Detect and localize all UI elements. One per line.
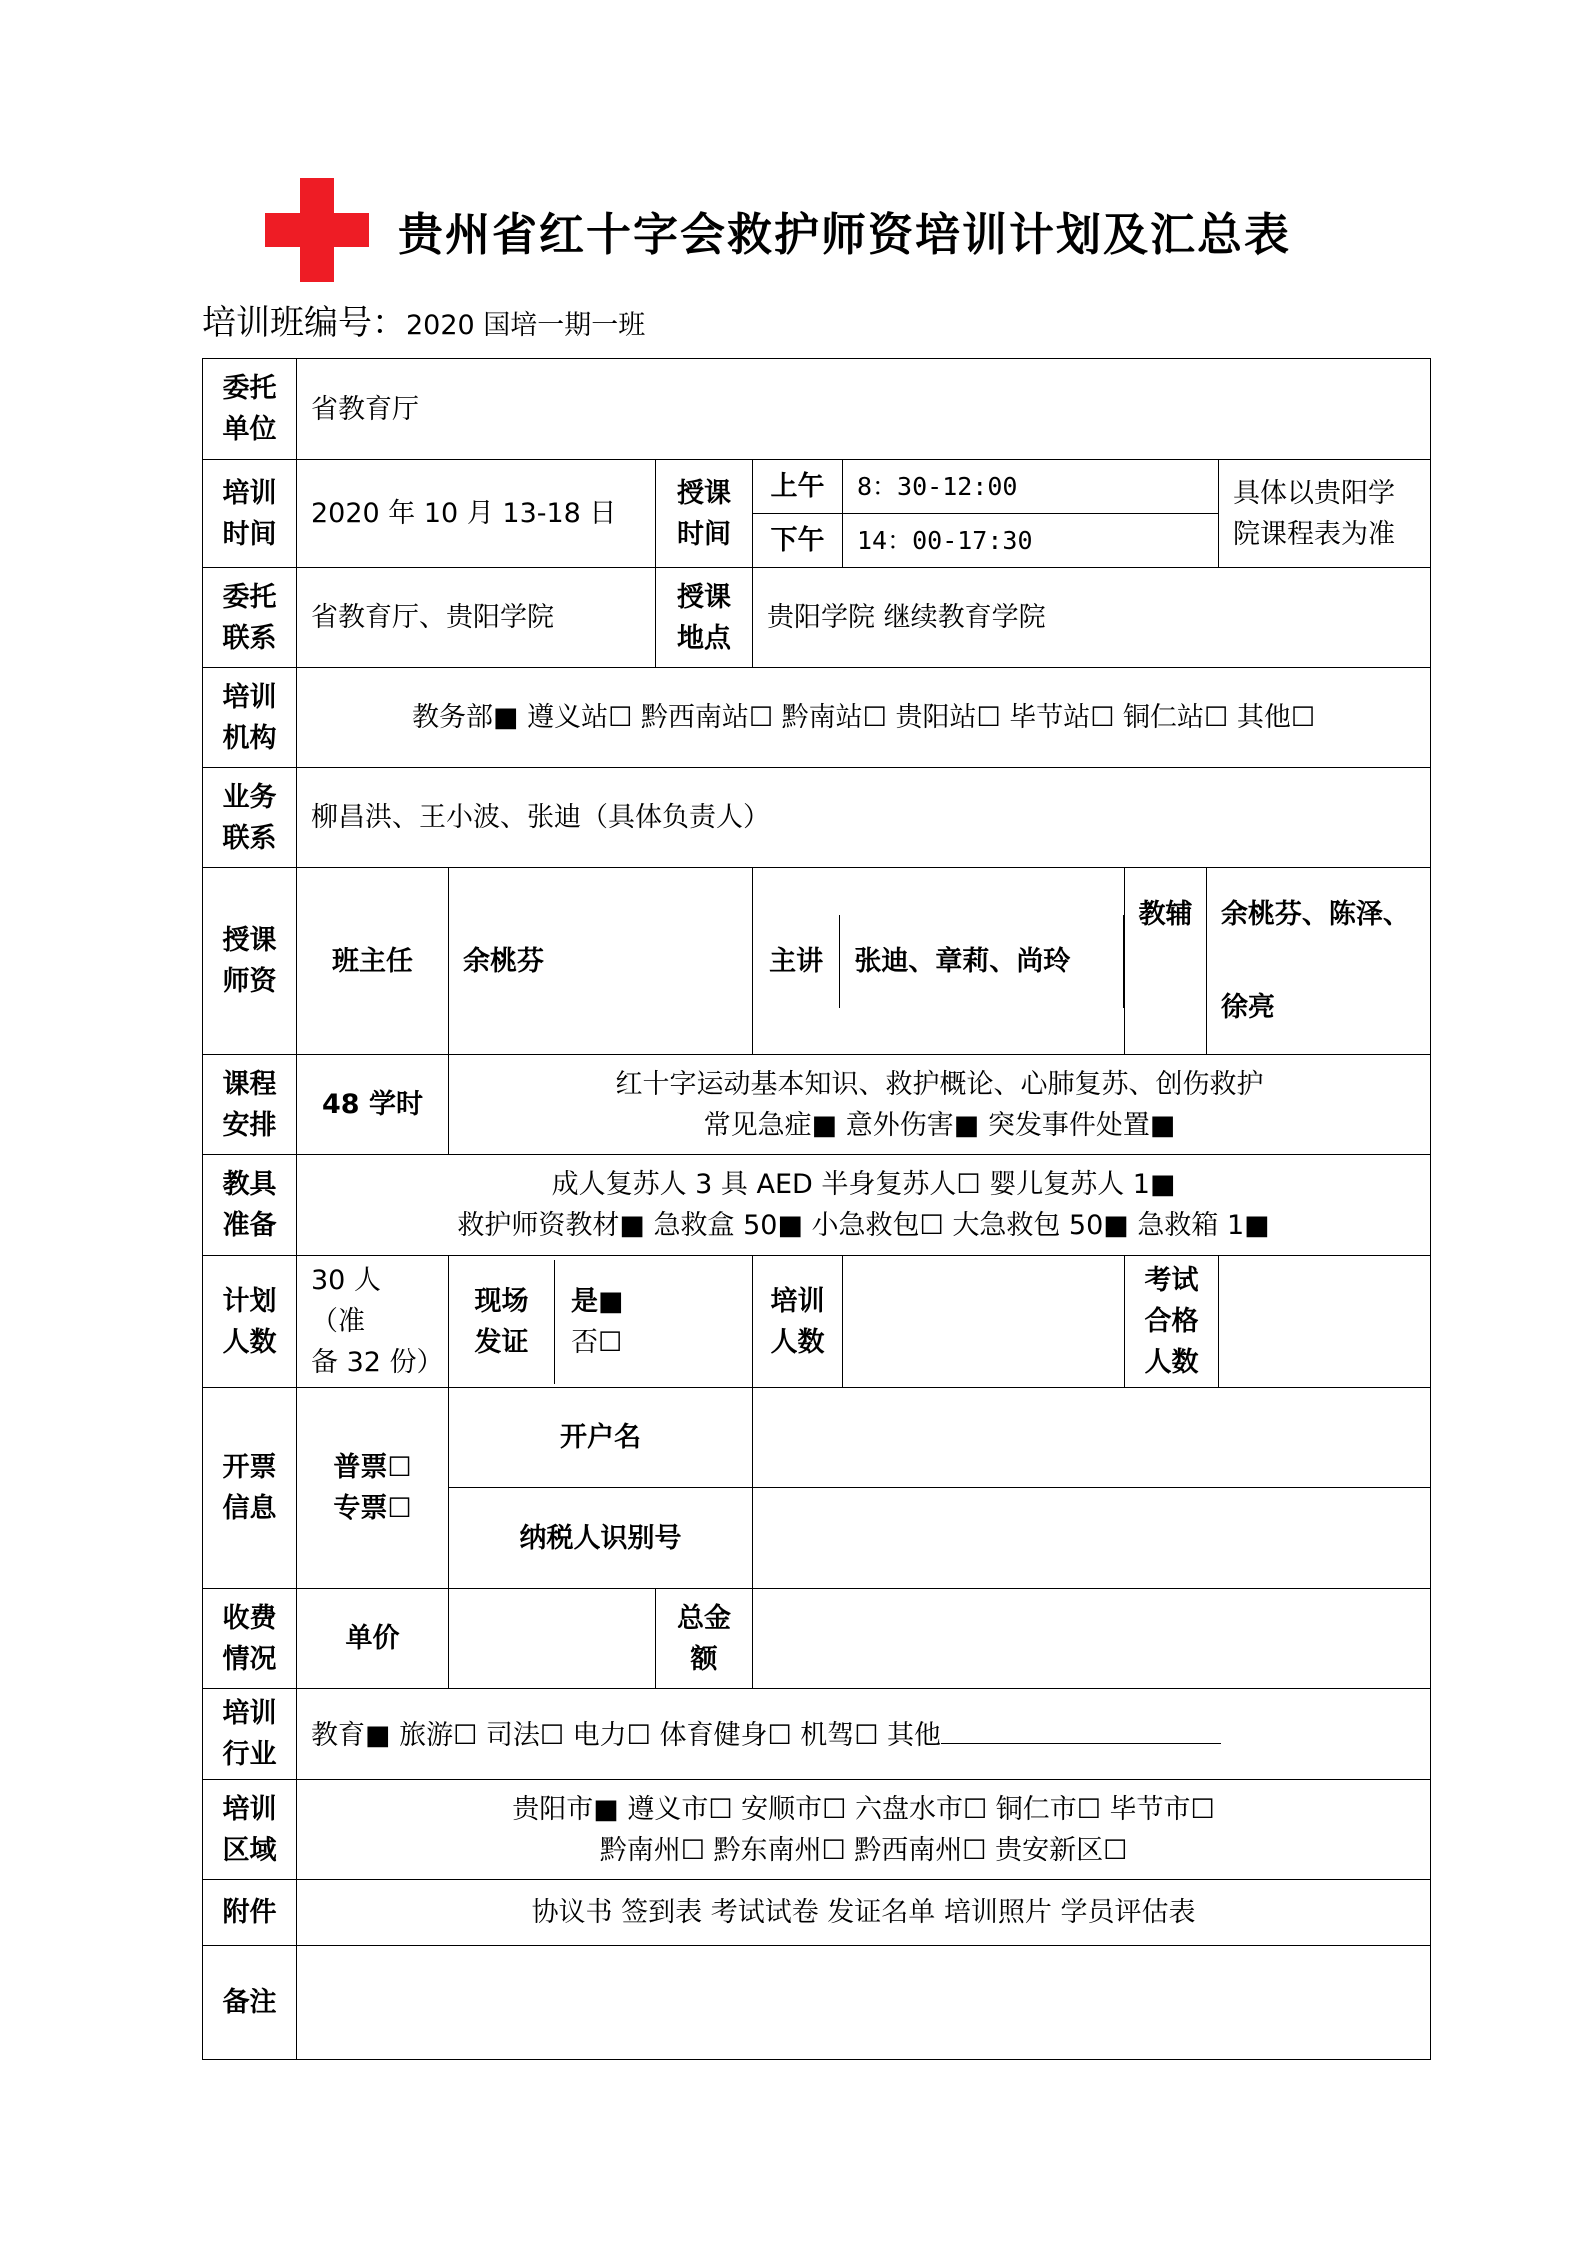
business-contact-label: 业务 联系 xyxy=(203,768,297,868)
row-entrust-unit xyxy=(203,359,1431,460)
attachment-label: 附件 xyxy=(203,1880,297,1946)
teachers-label: 授课 师资 xyxy=(203,868,297,1055)
head-teacher-value: 余桃芬 xyxy=(449,868,753,1055)
account-name-label: 开户名 xyxy=(449,1388,753,1488)
attachment-list: 协议书 签到表 考试试卷 发证名单 培训照片 学员评估表 xyxy=(297,1880,1431,1946)
training-time-label: 培训 时间 xyxy=(203,460,297,568)
tax-id-value xyxy=(753,1488,1431,1589)
row-fee xyxy=(203,1589,1431,1689)
row-training-time-am xyxy=(203,460,1431,514)
region-options xyxy=(297,1780,1431,1880)
equipment-label: 教具 准备 xyxy=(203,1155,297,1256)
pm-value: 14：00-17:30 xyxy=(843,514,1219,568)
am-value: 8：30-12:00 xyxy=(843,460,1219,514)
total-amount-value xyxy=(753,1589,1431,1689)
row-course xyxy=(203,1055,1431,1155)
red-cross-logo xyxy=(265,178,369,282)
remark-value xyxy=(297,1946,1431,2060)
industry-label: 培训 行业 xyxy=(203,1689,297,1780)
entrust-contact-value: 省教育厅、贵阳学院 xyxy=(297,568,656,668)
region-line-1: 贵阳市■ 遵义市☐ 安顺市☐ 六盘水市☐ 铜仁市☐ 毕节市☐ xyxy=(512,1793,1215,1825)
trained-count-value xyxy=(843,1256,1125,1388)
invoice-label: 开票 信息 xyxy=(203,1388,297,1589)
equipment-line-1: 成人复苏人 3 具 AED 半身复苏人☐ 婴儿复苏人 1■ xyxy=(551,1169,1176,1200)
account-name-value xyxy=(753,1388,1431,1488)
institution-label: 培训 机构 xyxy=(203,668,297,768)
training-time-value: 2020 年 10 月 13-18 日 xyxy=(297,460,656,568)
unit-price-label: 单价 xyxy=(297,1589,449,1689)
main-lecturer-value: 主讲 张迪、章莉、尚玲 xyxy=(753,868,1125,1055)
institution-options: 教务部■ 遵义站☐ 黔西南站☐ 黔南站☐ 贵阳站☐ 毕节站☐ 铜仁站☐ 其他☐ xyxy=(297,668,1431,768)
row-remark xyxy=(203,1946,1431,2060)
equipment-line-2: 救护师资教材■ 急救盒 50■ 小急救包☐ 大急救包 50■ 急救箱 1■ xyxy=(457,1210,1270,1241)
invoice-type: 普票☐ 专票☐ xyxy=(297,1388,449,1589)
course-line-1: 红十字运动基本知识、救护概论、心肺复苏、创伤救护 xyxy=(615,1068,1264,1100)
class-number xyxy=(202,295,645,344)
row-equipment xyxy=(203,1155,1431,1256)
course-hours: 48 学时 xyxy=(297,1055,449,1155)
row-invoice-account xyxy=(203,1388,1431,1488)
place-value: 贵阳学院 继续教育学院 xyxy=(753,568,1431,668)
place-label: 授课 地点 xyxy=(656,568,753,668)
row-industry xyxy=(203,1689,1431,1780)
page-title: 贵州省红十字会救护师资培训计划及汇总表 xyxy=(398,208,1292,261)
entrust-unit-label: 委托 单位 xyxy=(203,359,297,460)
onsite-cert-group xyxy=(449,1256,753,1388)
course-line-2: 常见急症■ 意外伤害■ 突发事件处置■ xyxy=(703,1109,1176,1141)
region-label: 培训 区域 xyxy=(203,1780,297,1880)
industry-other-blank xyxy=(941,1713,1221,1744)
entrust-contact-label: 委托 联系 xyxy=(203,568,297,668)
summary-table xyxy=(202,358,1431,2060)
region-line-2: 黔南州☐ 黔东南州☐ 黔西南州☐ 贵安新区☐ xyxy=(599,1834,1128,1866)
schedule-note: 具体以贵阳学院课程表为准 xyxy=(1219,460,1431,568)
onsite-cert-label: 现场 发证 xyxy=(449,1260,555,1384)
unit-price-value xyxy=(449,1589,656,1689)
total-amount-label: 总金 额 xyxy=(656,1589,753,1689)
business-contact-value: 柳昌洪、王小波、张迪（具体负责人） xyxy=(297,768,1431,868)
remark-label: 备注 xyxy=(203,1946,297,2060)
row-business-contact xyxy=(203,768,1431,868)
course-content xyxy=(449,1055,1431,1155)
planned-count-label: 计划 人数 xyxy=(203,1256,297,1388)
row-headcount xyxy=(203,1256,1431,1388)
assistant-value: 教辅 余桃芬、陈泽、徐亮 xyxy=(1125,868,1431,1055)
row-attachment xyxy=(203,1880,1431,1946)
equipment-content xyxy=(297,1155,1431,1256)
planned-count-value: 30 人（准 备 32 份） xyxy=(297,1256,449,1388)
industry-options: 教育■ 旅游☐ 司法☐ 电力☐ 体育健身☐ 机驾☐ 其他 xyxy=(297,1689,1431,1780)
head-teacher-label: 班主任 xyxy=(297,868,449,1055)
class-time-label: 授课 时间 xyxy=(656,460,753,568)
onsite-cert-options: 是■ 否☐ xyxy=(571,1285,624,1358)
fee-label: 收费 情况 xyxy=(203,1589,297,1689)
pm-label: 下午 xyxy=(753,514,843,568)
tax-id-label: 纳税人识别号 xyxy=(449,1488,753,1589)
entrust-unit-value: 省教育厅 xyxy=(297,359,1431,460)
trained-count-label: 培训 人数 xyxy=(753,1256,843,1388)
row-institution xyxy=(203,668,1431,768)
row-region xyxy=(203,1780,1431,1880)
class-number-value: 2020 国培一期一班 xyxy=(406,310,646,341)
class-number-label: 培训班编号： xyxy=(202,303,406,343)
row-teachers xyxy=(203,868,1431,1055)
row-entrust-contact xyxy=(203,568,1431,668)
passed-count-label: 考试 合格 人数 xyxy=(1125,1256,1219,1388)
passed-count-value xyxy=(1219,1256,1431,1388)
course-label: 课程 安排 xyxy=(203,1055,297,1155)
am-label: 上午 xyxy=(753,460,843,514)
